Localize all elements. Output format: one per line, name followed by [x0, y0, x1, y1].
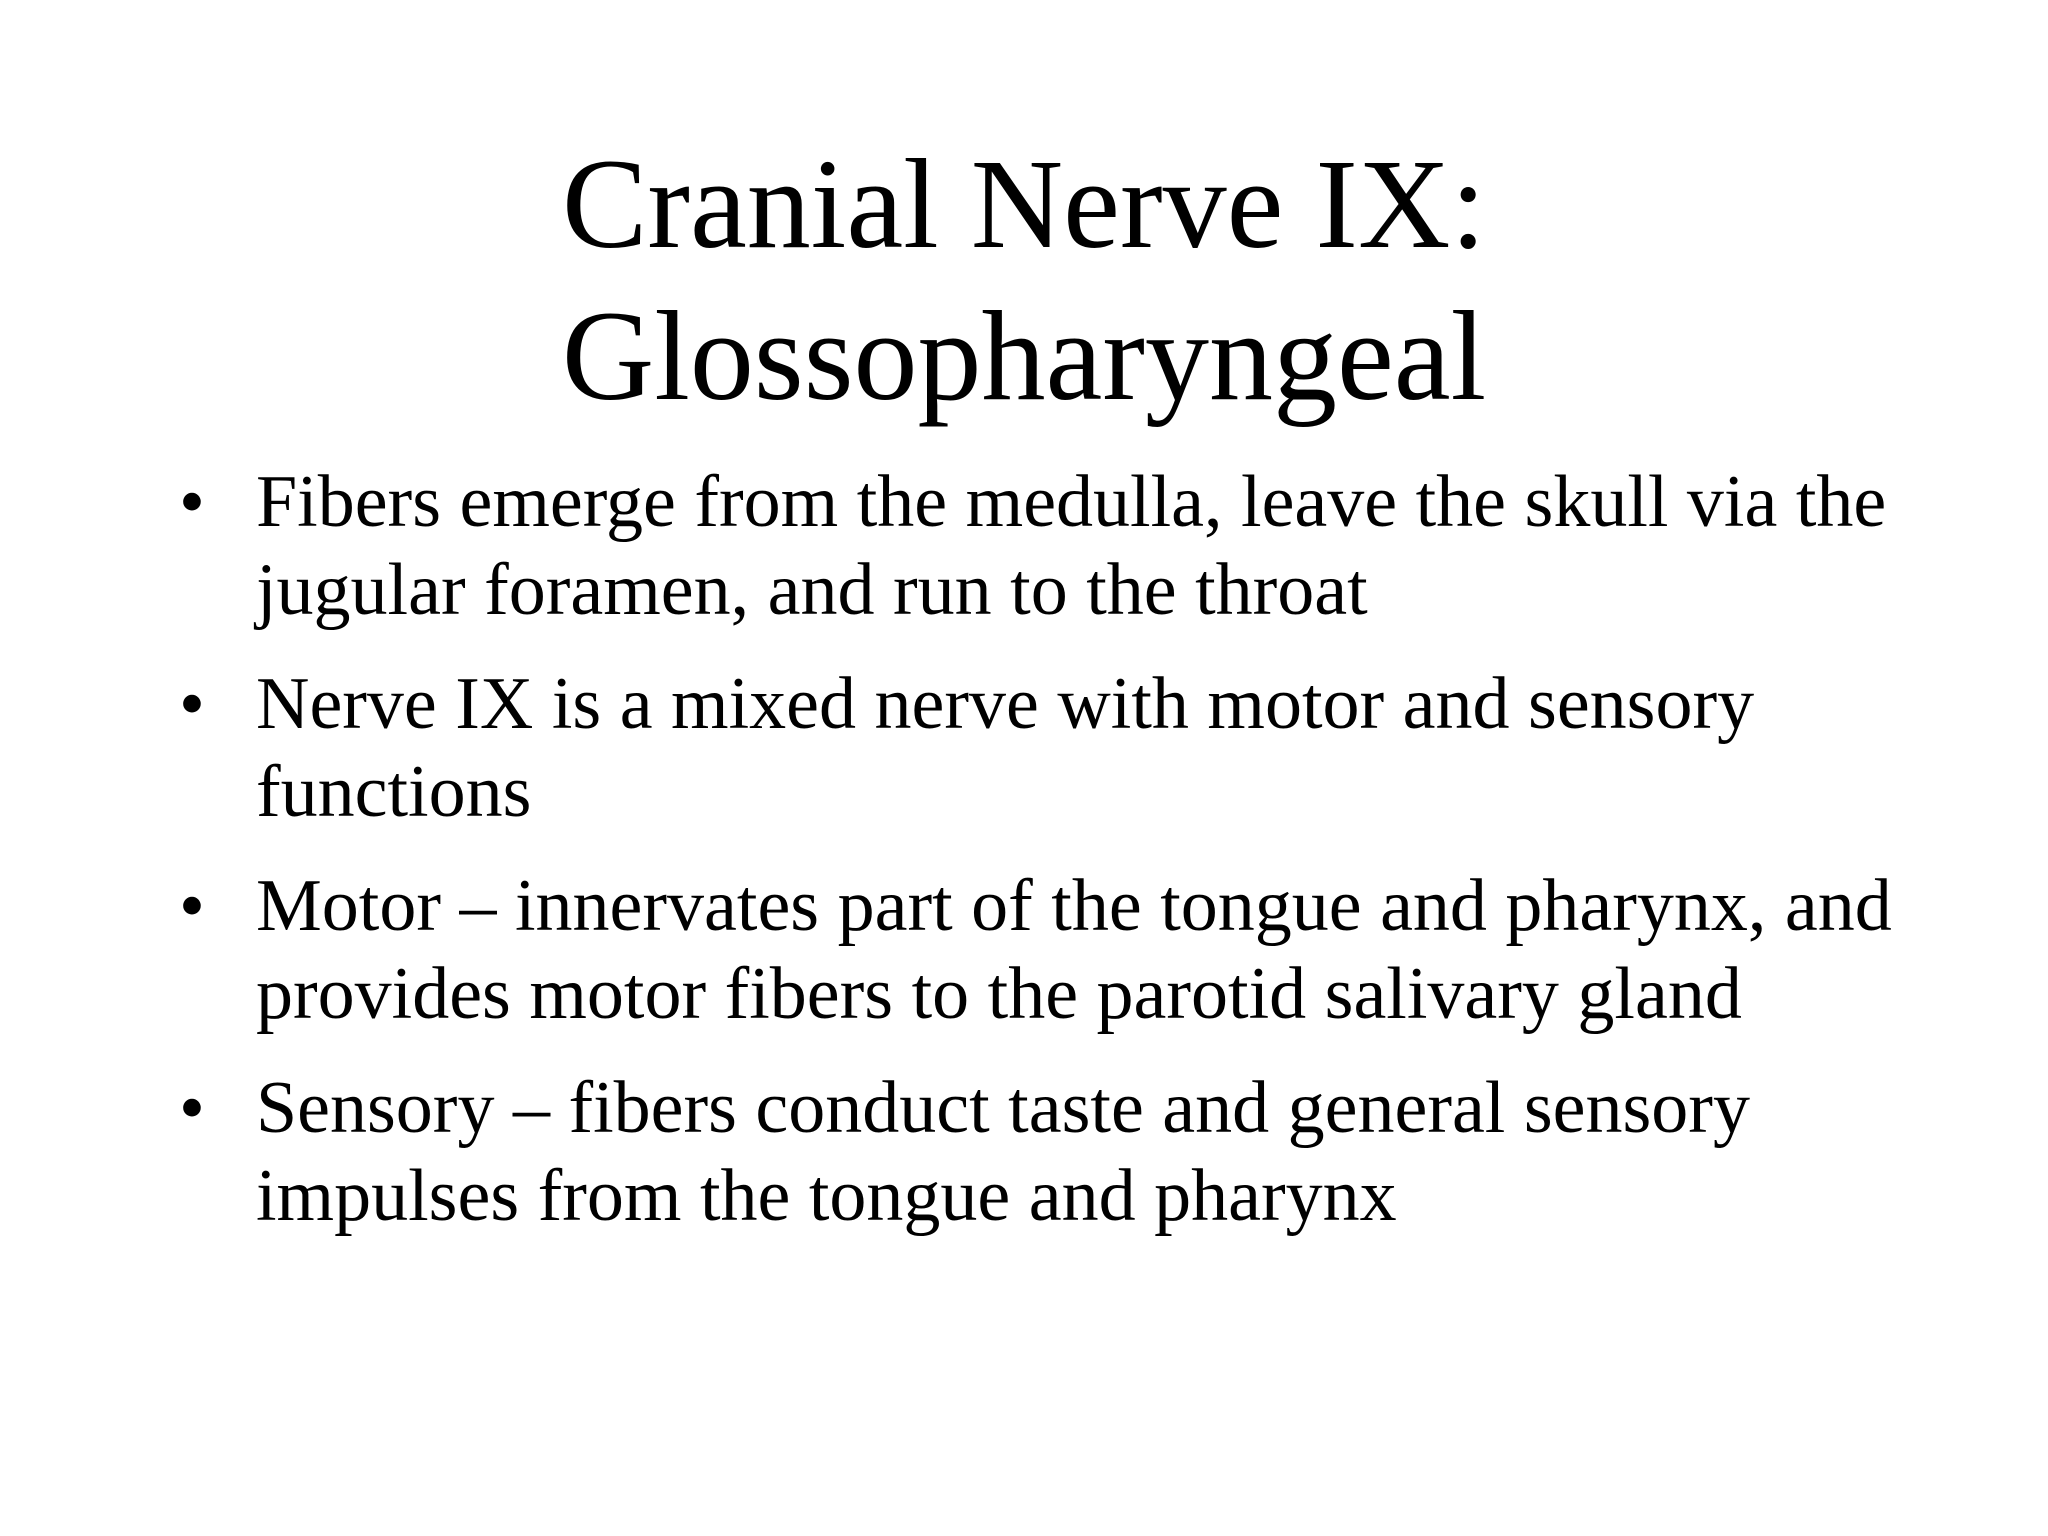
bullet-text: Motor – innervates part of the tongue and pharynx, and provides motor fibers to the parotid salivary gland	[256, 865, 1892, 1035]
bullet-icon: •	[179, 663, 205, 745]
bullet-item	[172, 862, 1992, 1038]
bullet-icon: •	[179, 865, 205, 947]
slide-title-line-1: Cranial Nerve IX:	[561, 133, 1487, 275]
bullet-list	[172, 458, 1992, 1266]
bullet-icon: •	[179, 1067, 205, 1149]
bullet-text: Fibers emerge from the medulla, leave the skull via the jugular foramen, and run to the throat	[256, 461, 1887, 631]
bullet-item	[172, 660, 1992, 836]
bullet-text: Sensory – fibers conduct taste and general sensory impulses from the tongue and pharynx	[256, 1067, 1750, 1237]
slide-title-line-2: Glossopharyngeal	[561, 285, 1487, 427]
bullet-item	[172, 1064, 1992, 1240]
bullet-text: Nerve IX is a mixed nerve with motor and sensory functions	[256, 663, 1755, 833]
bullet-item	[172, 458, 1992, 634]
bullet-icon: •	[179, 461, 205, 543]
slide-title	[0, 128, 2048, 432]
